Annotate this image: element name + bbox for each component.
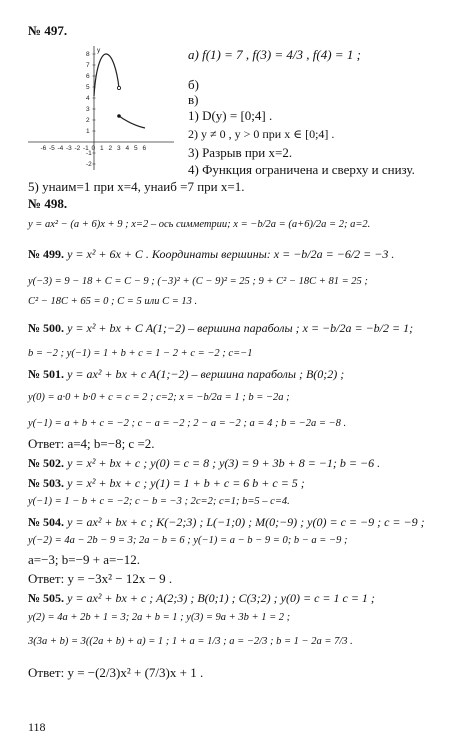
problem-504-title: № 504.	[28, 515, 65, 529]
problem-497-item5: 5) yнаим=1 при x=4, yнаиб =7 при x=1.	[28, 179, 245, 194]
problem-503-line2: y(−1) = 1 − b + c = −2; c − b = −3 ; 2c=2; c=1; b=5 – c=4.	[28, 496, 290, 507]
problem-505-line1	[28, 592, 375, 606]
problem-500-line1	[28, 322, 413, 336]
problem-498-title: № 498.	[28, 196, 68, 211]
y-tick-label: 6	[86, 73, 90, 80]
graph-curve-left	[94, 54, 119, 96]
page-number: 118	[28, 720, 46, 734]
problem-499-line1	[28, 248, 394, 262]
problem-504-text1: y = ax² + bx + c ; K(−2;3) ; L(−1;0) ; M(0;−9) ; y(0) = c = −9 ; c = −9 ;	[67, 515, 425, 529]
problem-502-title: № 502.	[28, 456, 65, 470]
problem-497-item3: 3) Разрыв при x=2.	[188, 145, 293, 160]
problem-497-item4: 4) Функция ограничена и сверху и снизу.	[188, 162, 415, 177]
problem-502-text1: y = x² + bx + c ; y(0) = c = 8 ; y(3) = 9 + 3b + 8 = −1; b = −6 .	[67, 456, 381, 470]
y-axis-label: y	[97, 47, 101, 54]
y-tick-label: 2	[86, 117, 90, 124]
problem-503-title: № 503.	[28, 476, 65, 490]
x-tick-label: 1	[100, 145, 104, 152]
problem-504-line2: y(−2) = 4a − 2b − 9 = 3; 2a − b = 6 ; y(−1) = a − b − 9 = 0; b − a = −9 ;	[28, 535, 348, 546]
y-tick-label: 8	[86, 51, 90, 58]
problem-497-v: в)	[188, 92, 199, 107]
problem-505-title: № 505.	[28, 591, 65, 605]
function-graph	[26, 44, 176, 172]
problem-497-a: а) f(1) = 7 , f(3) = 4/3 , f(4) = 1 ;	[188, 47, 361, 62]
problem-501-line3: y(−1) = a + b + c = −2 ; c − a = −2 ; 2 − a = −2 ; a = 4 ; b = −2a = −8 .	[28, 418, 347, 429]
problem-504-answer: Ответ: y = −3x² − 12x − 9 .	[28, 571, 173, 586]
problem-501-line2: y(0) = a·0 + b·0 + c = c = 2 ; c=2; x = −b/2a = 1 ; b = −2a ;	[28, 392, 290, 403]
problem-505-answer: Ответ: y = −(2/3)x² + (7/3)x + 1 .	[28, 665, 204, 680]
problem-501-line1	[28, 368, 344, 382]
problem-501-text1: y = ax² + bx + c A(1;−2) – вершина параболы ; B(0;2) ;	[67, 367, 345, 381]
x-tick-label: 0	[91, 145, 96, 152]
graph-curve-right	[119, 116, 145, 128]
problem-503-text1: y = x² + bx + c ; y(1) = 1 + b + c = 6 b + c = 5 ;	[67, 476, 305, 490]
y-tick-label: 1	[86, 128, 90, 135]
problem-497-item2: 2) y ≠ 0 , y > 0 при x ∈ [0;4] .	[188, 127, 335, 141]
problem-500-text1: y = x² + bx + C A(1;−2) – вершина параболы ; x = −b/2a = −b/2 = 1;	[67, 321, 414, 335]
x-tick-label: -4	[57, 145, 64, 152]
x-tick-label: -3	[66, 145, 72, 152]
problem-501-title: № 501.	[28, 367, 65, 381]
y-tick-label: 7	[86, 62, 90, 69]
x-tick-label: 4	[125, 145, 130, 152]
x-tick-label: -6	[40, 145, 47, 152]
y-tick-label: 3	[86, 106, 90, 113]
problem-499-line2: y(−3) = 9 − 18 + C = C − 9 ; (−3)² + (C − 9)² = 25 ; 9 + C² − 18C + 81 = 25 ;	[28, 276, 368, 287]
x-tick-labels	[41, 145, 147, 152]
x-tick-label: -1	[83, 145, 89, 152]
problem-497-title: № 497.	[28, 23, 68, 38]
graph-point-filled	[117, 114, 121, 118]
x-tick-label: -2	[74, 145, 81, 152]
problem-500-line2: b = −2 ; y(−1) = 1 + b + c = 1 − 2 + c = −2 ; c=−1	[28, 348, 253, 359]
y-tick-label: 4	[86, 95, 90, 102]
problem-499-line3: C² − 18C + 65 = 0 ; C = 5 или C = 13 .	[28, 296, 198, 307]
problem-504-line3: a=−3; b=−9 + a=−12.	[28, 552, 140, 567]
x-tick-label: 2	[108, 145, 113, 152]
problem-505-line2: y(2) = 4a + 2b + 1 = 3; 2a + b = 1 ; y(3) = 9a + 3b + 1 = 2 ;	[28, 612, 291, 623]
problem-501-answer: Ответ: a=4; b=−8; c =2.	[28, 436, 155, 451]
problem-498-line1: y = ax² − (a + 6)x + 9 ; x=2 – ось симметрии; x = −b/2a = (a+6)/2a = 2; a=2.	[28, 219, 371, 230]
x-tick-label: 5	[134, 145, 138, 152]
graph-point-open	[117, 86, 120, 89]
problem-503-line1	[28, 477, 305, 491]
problem-500-title: № 500.	[28, 321, 65, 335]
problem-505-line3: 3(3a + b) = 3((2a + b) + a) = 1 ; 1 + a = 1/3 ; a = −2/3 ; b = 1 − 2a = 7/3 .	[28, 636, 353, 647]
x-tick-label: 3	[117, 145, 121, 152]
problem-499-text1: y = x² + 6x + C . Координаты вершины: x = −b/2a = −6/2 = −3 .	[67, 247, 395, 261]
y-tick-label: -2	[86, 161, 92, 168]
y-tick-label: -1	[86, 150, 92, 157]
problem-504-line1	[28, 516, 425, 530]
x-tick-label: 6	[142, 145, 147, 152]
y-tick-label: 5	[86, 84, 90, 91]
problem-497-item1: 1) D(y) = [0;4] .	[188, 108, 273, 123]
problem-499-title: № 499.	[28, 247, 65, 261]
problem-505-text1: y = ax² + bx + c ; A(2;3) ; B(0;1) ; C(3;2) ; y(0) = c = 1 c = 1 ;	[67, 591, 375, 605]
x-tick-label: -5	[49, 145, 55, 152]
problem-502-line1	[28, 457, 380, 471]
problem-497-b: б)	[188, 77, 199, 92]
